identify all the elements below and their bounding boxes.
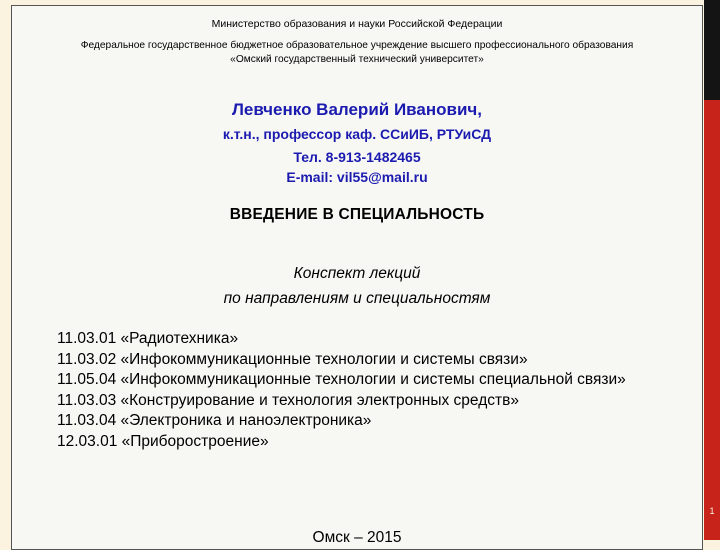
slide-number: 1 bbox=[709, 506, 715, 516]
author-position: к.т.н., профессор каф. ССиИБ, РТУиСД bbox=[222, 126, 492, 142]
program-item: 11.03.01 «Радиотехника» bbox=[57, 330, 239, 347]
side-accent-bar-dark bbox=[704, 0, 720, 100]
side-accent-bar-red bbox=[704, 100, 720, 540]
program-item: 11.03.02 «Инфокоммуникационные технологии и системы связи» bbox=[57, 350, 528, 368]
city-year: Омск – 2015 bbox=[312, 529, 402, 546]
program-item: 11.03.04 «Электроника и наноэлектроника» bbox=[57, 412, 372, 429]
program-list bbox=[19, 329, 683, 452]
subtitle-line-1: Конспект лекций bbox=[293, 265, 421, 282]
author-phone: Тел. 8-913-1482465 bbox=[293, 149, 421, 165]
institution-line-2: «Омский государственный технический университет» bbox=[230, 54, 484, 65]
program-item: 11.03.03 «Конструирование и технология электронных средств» bbox=[57, 391, 519, 409]
ministry-line: Министерство образования и науки Российской Федерации bbox=[211, 18, 503, 30]
program-item: 11.05.04 «Инфокоммуникационные технологии и системы специальной связи» bbox=[57, 371, 626, 388]
author-email: E-mail: vil55@mail.ru bbox=[286, 169, 428, 185]
subtitle-line-2: по направлениям и специальностям bbox=[223, 290, 491, 307]
author-name: Левченко Валерий Иванович, bbox=[232, 100, 482, 119]
program-item: 12.03.01 «Приборостроение» bbox=[57, 432, 269, 450]
slide-page bbox=[11, 5, 703, 550]
document-title: ВВЕДЕНИЕ В СПЕЦИАЛЬНОСТЬ bbox=[229, 206, 485, 223]
institution-line-1: Федеральное государственное бюджетное образовательное учреждение высшего профессионального образования bbox=[80, 40, 634, 51]
